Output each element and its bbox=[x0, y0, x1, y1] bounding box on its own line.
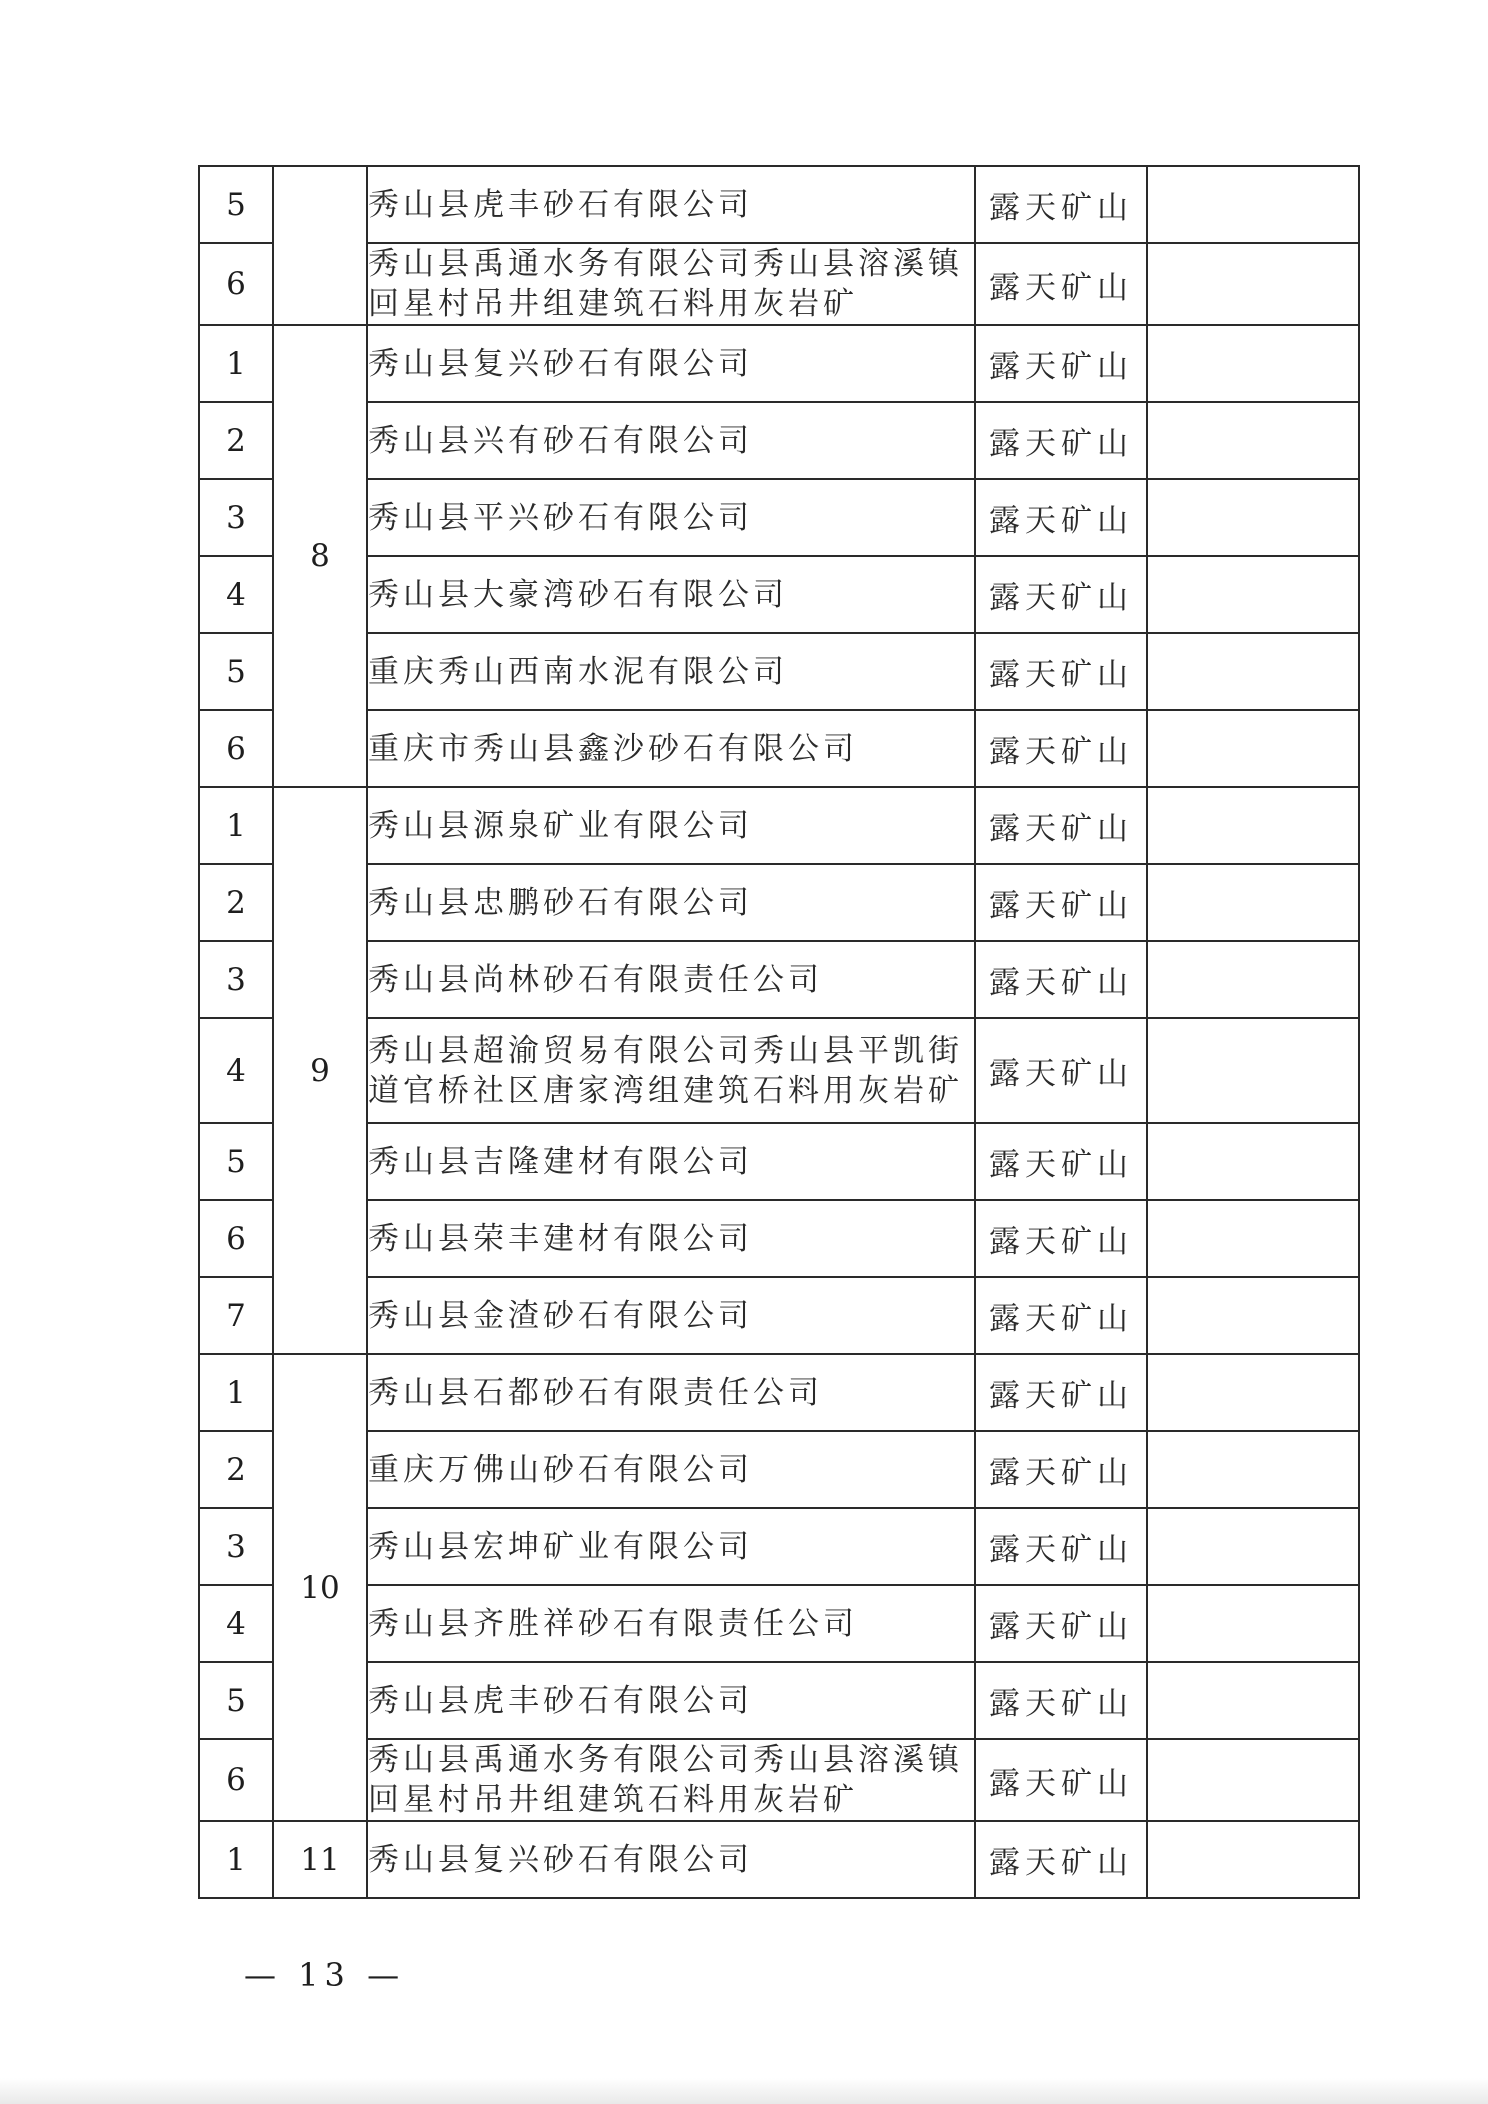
company-name: 秀山县宏坤矿业有限公司 bbox=[367, 1508, 975, 1585]
company-name: 秀山县大豪湾砂石有限公司 bbox=[367, 556, 975, 633]
blank-cell bbox=[1147, 556, 1359, 633]
group-number: 9 bbox=[273, 787, 367, 1354]
table-row bbox=[199, 1662, 1359, 1739]
company-name: 秀山县吉隆建材有限公司 bbox=[367, 1123, 975, 1200]
table-row bbox=[199, 1508, 1359, 1585]
blank-cell bbox=[1147, 787, 1359, 864]
mine-type: 露天矿山 bbox=[975, 633, 1147, 710]
blank-cell bbox=[1147, 710, 1359, 787]
blank-cell bbox=[1147, 402, 1359, 479]
blank-cell bbox=[1147, 941, 1359, 1018]
table-body bbox=[199, 166, 1359, 1898]
row-number: 2 bbox=[199, 402, 273, 479]
mine-type: 露天矿山 bbox=[975, 1018, 1147, 1123]
table-row bbox=[199, 1200, 1359, 1277]
row-number: 5 bbox=[199, 1123, 273, 1200]
row-number: 1 bbox=[199, 325, 273, 402]
mine-type: 露天矿山 bbox=[975, 1739, 1147, 1821]
table-row bbox=[199, 1739, 1359, 1821]
table-row bbox=[199, 1354, 1359, 1431]
table-row bbox=[199, 402, 1359, 479]
blank-cell bbox=[1147, 1354, 1359, 1431]
group-number bbox=[273, 166, 367, 325]
company-name: 秀山县尚林砂石有限责任公司 bbox=[367, 941, 975, 1018]
company-name: 重庆秀山西南水泥有限公司 bbox=[367, 633, 975, 710]
mine-type: 露天矿山 bbox=[975, 166, 1147, 243]
mine-type: 露天矿山 bbox=[975, 479, 1147, 556]
blank-cell bbox=[1147, 633, 1359, 710]
blank-cell bbox=[1147, 479, 1359, 556]
page-number: — 13 — bbox=[244, 1956, 406, 1994]
mine-type: 露天矿山 bbox=[975, 1200, 1147, 1277]
row-number: 3 bbox=[199, 1508, 273, 1585]
row-number: 1 bbox=[199, 1354, 273, 1431]
row-number: 4 bbox=[199, 1585, 273, 1662]
table-row bbox=[199, 1277, 1359, 1354]
table-row bbox=[199, 1585, 1359, 1662]
table-row bbox=[199, 633, 1359, 710]
page-edge-shadow bbox=[0, 2078, 1488, 2104]
mine-type: 露天矿山 bbox=[975, 710, 1147, 787]
table-row bbox=[199, 556, 1359, 633]
row-number: 4 bbox=[199, 556, 273, 633]
blank-cell bbox=[1147, 1662, 1359, 1739]
blank-cell bbox=[1147, 1508, 1359, 1585]
table-row bbox=[199, 864, 1359, 941]
group-number: 8 bbox=[273, 325, 367, 787]
blank-cell bbox=[1147, 864, 1359, 941]
row-number: 6 bbox=[199, 710, 273, 787]
blank-cell bbox=[1147, 243, 1359, 325]
mine-type: 露天矿山 bbox=[975, 1354, 1147, 1431]
company-name: 秀山县齐胜祥砂石有限责任公司 bbox=[367, 1585, 975, 1662]
row-number: 5 bbox=[199, 1662, 273, 1739]
mine-type: 露天矿山 bbox=[975, 243, 1147, 325]
blank-cell bbox=[1147, 325, 1359, 402]
company-name: 重庆市秀山县鑫沙砂石有限公司 bbox=[367, 710, 975, 787]
row-number: 7 bbox=[199, 1277, 273, 1354]
mining-companies-table bbox=[198, 165, 1360, 1899]
row-number: 4 bbox=[199, 1018, 273, 1123]
company-name: 秀山县复兴砂石有限公司 bbox=[367, 325, 975, 402]
table-row bbox=[199, 1123, 1359, 1200]
blank-cell bbox=[1147, 1123, 1359, 1200]
company-name: 秀山县忠鹏砂石有限公司 bbox=[367, 864, 975, 941]
company-name: 秀山县荣丰建材有限公司 bbox=[367, 1200, 975, 1277]
table-row bbox=[199, 710, 1359, 787]
row-number: 3 bbox=[199, 479, 273, 556]
mine-type: 露天矿山 bbox=[975, 1821, 1147, 1898]
table-row bbox=[199, 166, 1359, 243]
blank-cell bbox=[1147, 166, 1359, 243]
table-row bbox=[199, 787, 1359, 864]
row-number: 2 bbox=[199, 1431, 273, 1508]
blank-cell bbox=[1147, 1431, 1359, 1508]
row-number: 1 bbox=[199, 787, 273, 864]
company-name: 重庆万佛山砂石有限公司 bbox=[367, 1431, 975, 1508]
mine-type: 露天矿山 bbox=[975, 325, 1147, 402]
table-row bbox=[199, 1018, 1359, 1123]
company-name: 秀山县兴有砂石有限公司 bbox=[367, 402, 975, 479]
mine-type: 露天矿山 bbox=[975, 941, 1147, 1018]
group-number: 11 bbox=[273, 1821, 367, 1898]
mine-type: 露天矿山 bbox=[975, 864, 1147, 941]
mine-type: 露天矿山 bbox=[975, 1662, 1147, 1739]
mine-type: 露天矿山 bbox=[975, 787, 1147, 864]
row-number: 2 bbox=[199, 864, 273, 941]
row-number: 5 bbox=[199, 166, 273, 243]
company-name: 秀山县复兴砂石有限公司 bbox=[367, 1821, 975, 1898]
blank-cell bbox=[1147, 1018, 1359, 1123]
blank-cell bbox=[1147, 1585, 1359, 1662]
blank-cell bbox=[1147, 1821, 1359, 1898]
table-row bbox=[199, 1821, 1359, 1898]
blank-cell bbox=[1147, 1200, 1359, 1277]
company-name: 秀山县源泉矿业有限公司 bbox=[367, 787, 975, 864]
mine-type: 露天矿山 bbox=[975, 1123, 1147, 1200]
table-row bbox=[199, 1431, 1359, 1508]
row-number: 6 bbox=[199, 243, 273, 325]
company-name: 秀山县平兴砂石有限公司 bbox=[367, 479, 975, 556]
mine-type: 露天矿山 bbox=[975, 556, 1147, 633]
mine-type: 露天矿山 bbox=[975, 1431, 1147, 1508]
table-row bbox=[199, 325, 1359, 402]
company-name: 秀山县禹通水务有限公司秀山县溶溪镇回星村吊井组建筑石料用灰岩矿 bbox=[367, 1739, 975, 1821]
mine-type: 露天矿山 bbox=[975, 1277, 1147, 1354]
mine-type: 露天矿山 bbox=[975, 1508, 1147, 1585]
company-name: 秀山县石都砂石有限责任公司 bbox=[367, 1354, 975, 1431]
mine-type: 露天矿山 bbox=[975, 1585, 1147, 1662]
company-name: 秀山县虎丰砂石有限公司 bbox=[367, 1662, 975, 1739]
row-number: 6 bbox=[199, 1739, 273, 1821]
table-row bbox=[199, 941, 1359, 1018]
company-name: 秀山县虎丰砂石有限公司 bbox=[367, 166, 975, 243]
row-number: 3 bbox=[199, 941, 273, 1018]
table-row bbox=[199, 479, 1359, 556]
mine-type: 露天矿山 bbox=[975, 402, 1147, 479]
company-name: 秀山县禹通水务有限公司秀山县溶溪镇回星村吊井组建筑石料用灰岩矿 bbox=[367, 243, 975, 325]
blank-cell bbox=[1147, 1739, 1359, 1821]
table-row bbox=[199, 243, 1359, 325]
group-number: 10 bbox=[273, 1354, 367, 1821]
row-number: 6 bbox=[199, 1200, 273, 1277]
row-number: 1 bbox=[199, 1821, 273, 1898]
blank-cell bbox=[1147, 1277, 1359, 1354]
company-name: 秀山县金渣砂石有限公司 bbox=[367, 1277, 975, 1354]
company-name: 秀山县超渝贸易有限公司秀山县平凯街道官桥社区唐家湾组建筑石料用灰岩矿 bbox=[367, 1018, 975, 1123]
row-number: 5 bbox=[199, 633, 273, 710]
